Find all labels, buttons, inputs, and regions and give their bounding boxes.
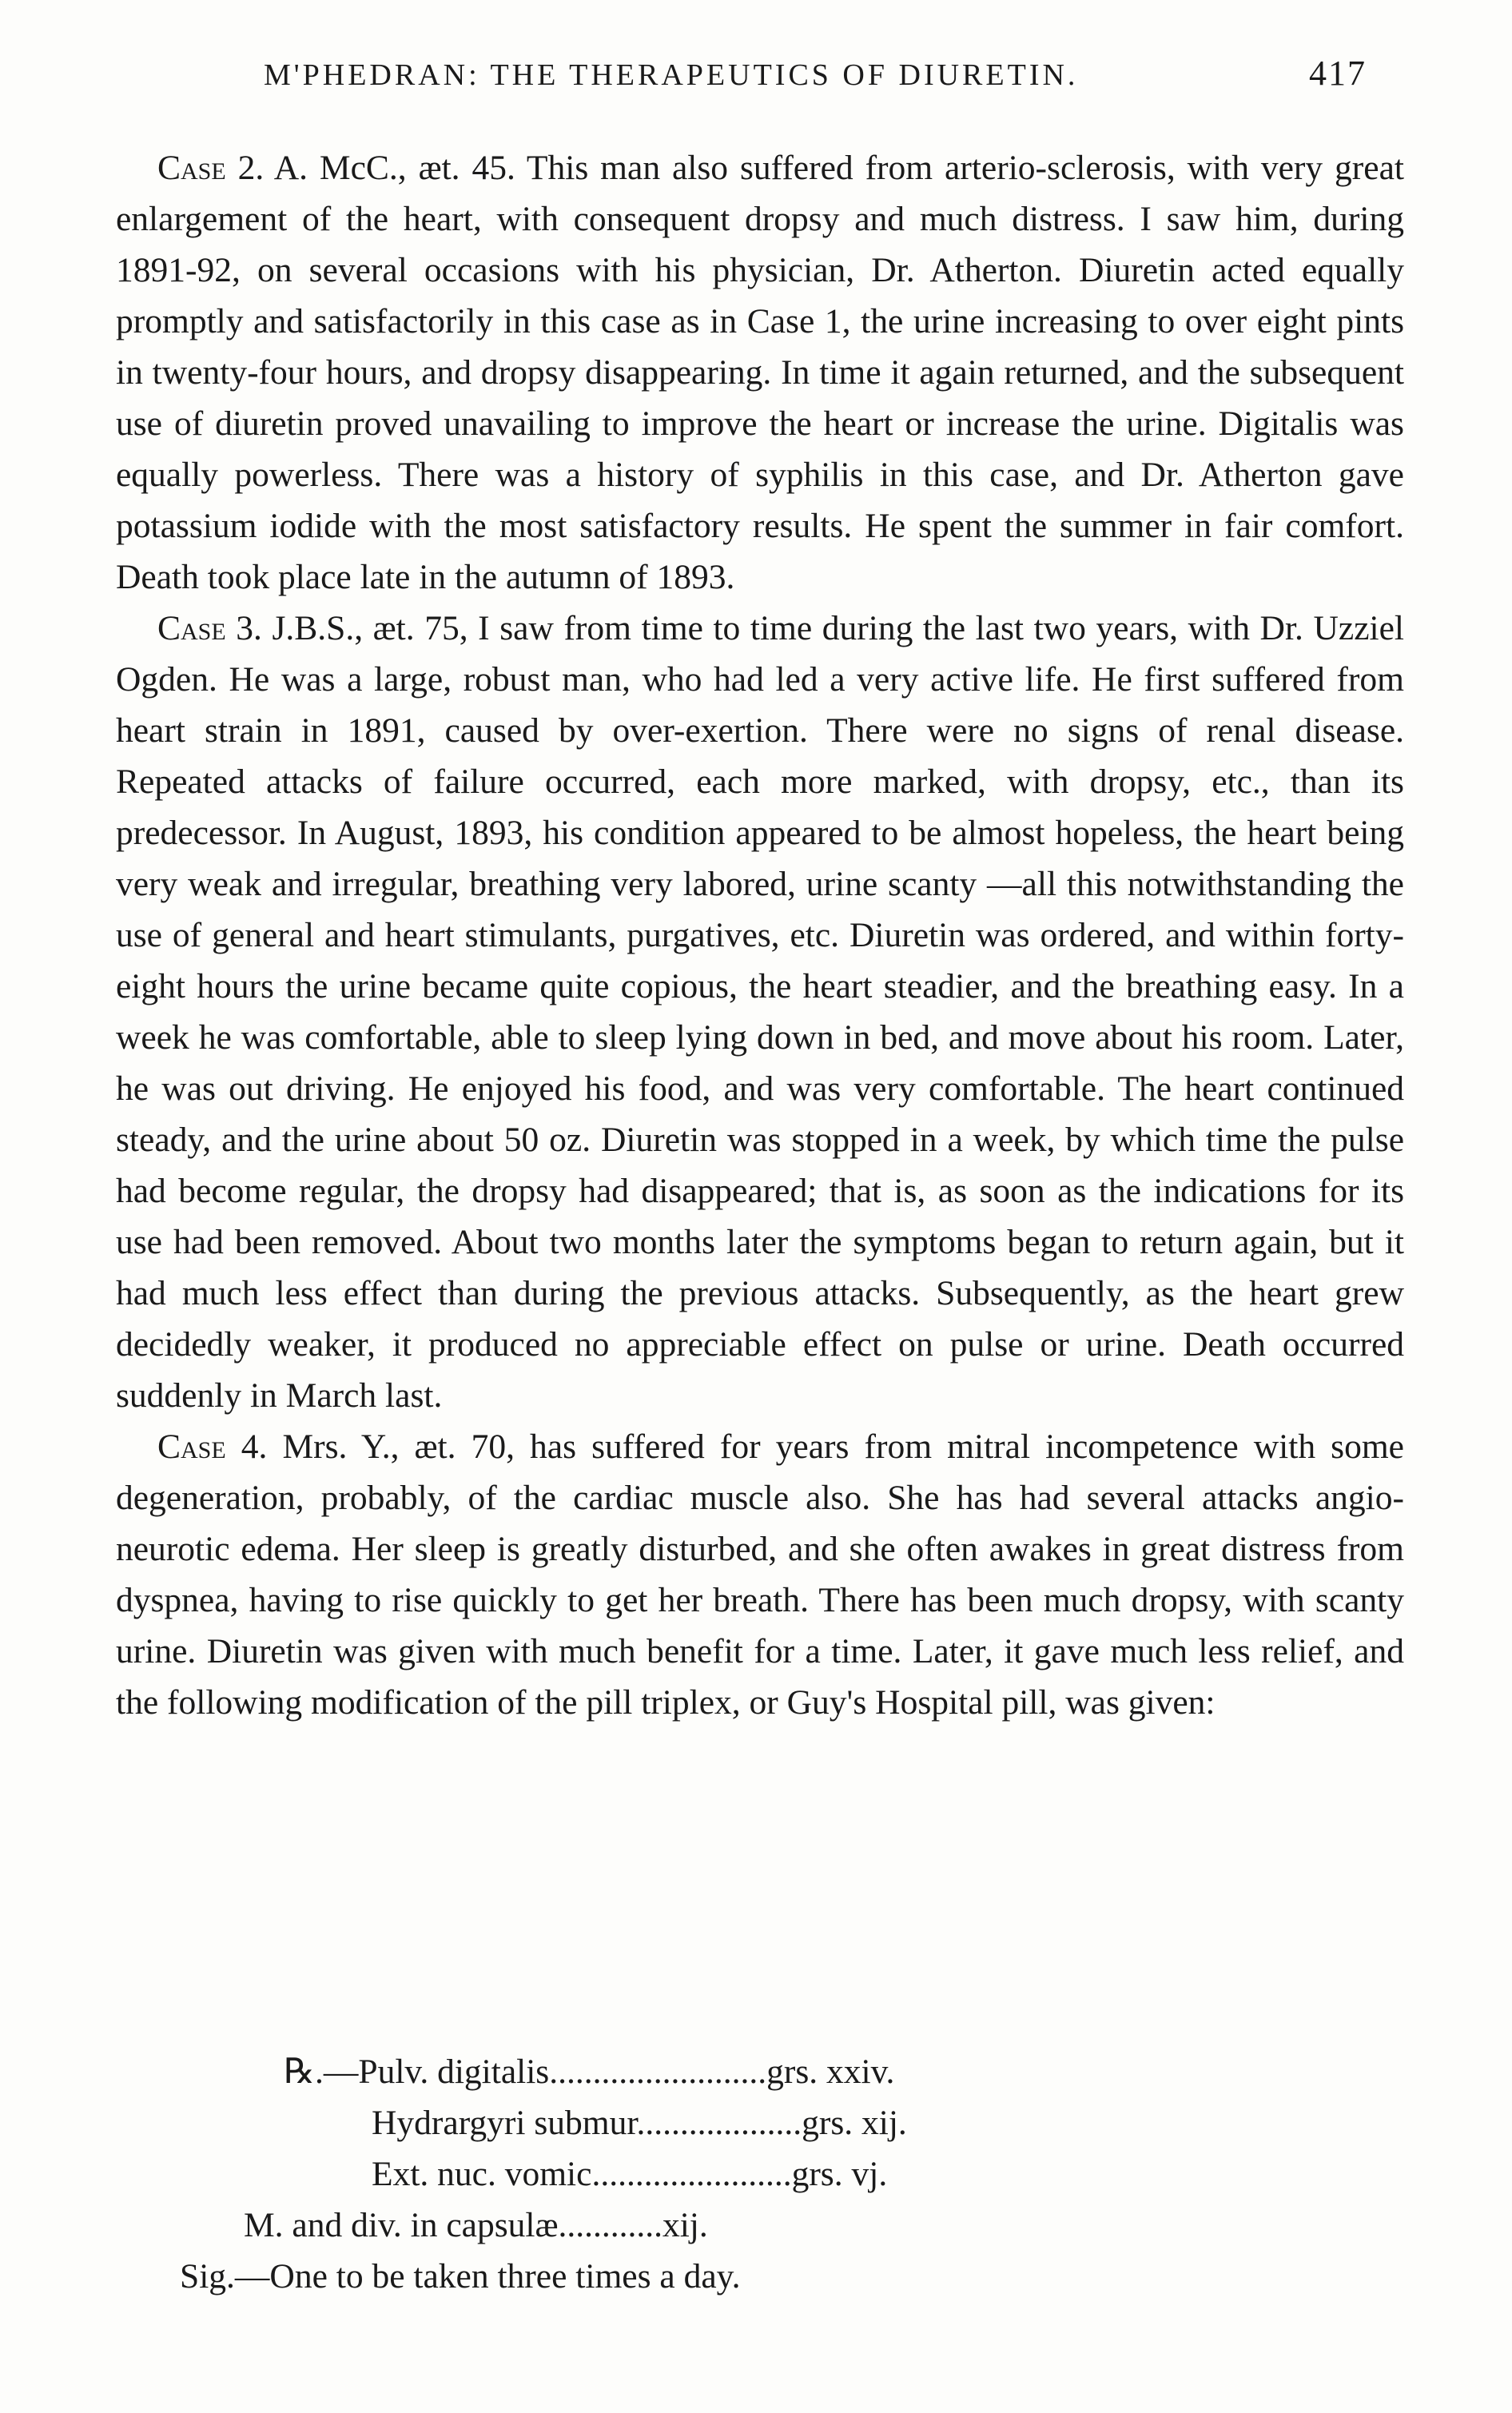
page-number: 417 — [1309, 54, 1367, 93]
paragraph-case-2 — [116, 142, 1404, 603]
paragraph-case-3 — [116, 603, 1404, 1421]
prescription-line: ℞.—Pulv. digitalis.........................grs. xxiv. — [284, 2053, 895, 2091]
paragraph-text: J.B.S., æt. 75, I saw from time to time during the last two years, with Dr. Uzziel Ogden. He was a large, robust man, who had led a very active life. He first suffered from heart strain in 1891, caused by over-exertion. There were no signs of renal disease. Repeated attacks of failure occurred, each more marked, with dropsy, etc., than its predecessor. In August, 1893, his condition appeared to be almost hopeless, the heart being very weak and irregular, breathing very labored, urine scanty —all this notwithstanding the use of general and heart stimulants, purgatives, etc. Diuretin was ordered, and within forty-eight hours the urine became quite copious, the heart steadier, and the breathing easy. In a week he was comfortable, able to sleep lying down in bed, and move about his room. Later, he was out driving. He enjoyed his food, and was very comfortable. The heart continued steady, and the urine about 50 oz. Diuretin was stopped in a week, by which time the pulse had become regular, the dropsy had disappeared; that is, as soon as the indications for its use had been removed. About two months later the symptoms began to return again, but it had much less effect than during the previous attacks. Subsequently, as the heart grew decidedly weaker, it produced no appreciable effect on pulse or urine. Death occurred suddenly in March last. — [116, 609, 1404, 1415]
case-label: Case 4. — [157, 1427, 268, 1466]
running-head — [264, 54, 1367, 106]
paragraph-text: A. McC., æt. 45. This man also suffered from arterio-sclerosis, with very great enlargement of the heart, with consequent dropsy and much distress. I saw him, during 1891-92, on several occasions with his physician, Dr. Atherton. Diuretin acted equally promptly and satisfactorily in this case as in Case 1, the urine increasing to over eight pints in twenty-four hours, and dropsy disappearing. In time it again returned, and the subsequent use of diuretin proved unavailing to improve the heart or increase the urine. Digitalis was equally powerless. There was a history of syphilis in this case, and Dr. Atherton gave potassium iodide with the most satisfactory results. He spent the summer in fair comfort. Death took place late in the autumn of 1893. — [116, 149, 1404, 596]
running-title: M'PHEDRAN: THE THERAPEUTICS OF DIURETIN. — [264, 58, 1079, 92]
prescription-line: Sig.—One to be taken three times a day. — [180, 2257, 741, 2296]
case-label: Case 2. — [157, 149, 265, 187]
prescription-line: Ext. nuc. vomic.......................grs. vj. — [372, 2155, 888, 2193]
prescription-line: Hydrargyri submur...................grs. xij. — [372, 2104, 907, 2142]
body-text — [116, 142, 1404, 1728]
paragraph-case-4 — [116, 1421, 1404, 1728]
case-label: Case 3. — [157, 609, 262, 647]
prescription-line: M. and div. in capsulæ............xij. — [244, 2206, 708, 2244]
paragraph-text: Mrs. Y., æt. 70, has suffered for years from mitral incompetence with some degeneration, probably, of the cardiac muscle also. She has had several attacks angio-neurotic edema. Her sleep is greatly disturbed, and she often awakes in great distress from dyspnea, having to rise quickly to get her breath. There has been much dropsy, with scanty urine. Diuretin was given with much benefit for a time. Later, it gave much less relief, and the following modification of the pill triplex, or Guy's Hospital pill, was given: — [116, 1427, 1404, 1722]
